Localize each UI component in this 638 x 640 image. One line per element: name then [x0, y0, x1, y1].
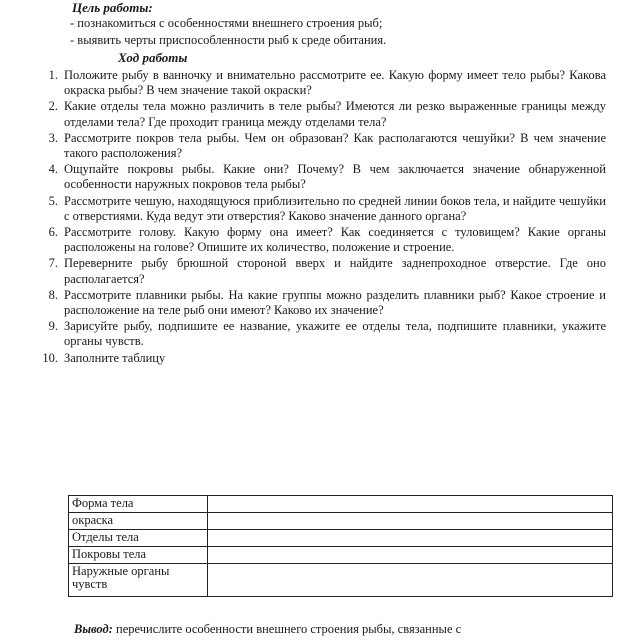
step-number: 6.: [48, 225, 58, 240]
procedure-step: [26, 288, 606, 318]
step-text: Переверните рыбу брюшной стороной вверх и найдите заднепроходное отверстие. Где оно располагается?: [64, 256, 606, 286]
table-cell-empty[interactable]: [208, 530, 613, 547]
table-row-label: Отделы тела: [69, 530, 208, 547]
table-row: [69, 496, 613, 513]
table-cell-empty[interactable]: [208, 496, 613, 513]
step-number: 9.: [48, 319, 58, 334]
conclusion: [74, 622, 461, 637]
features-table: [68, 495, 613, 597]
procedure-step: [26, 162, 606, 192]
table-row-label: Покровы тела: [69, 547, 208, 564]
step-number: 3.: [48, 130, 58, 145]
table-row-label: Форма тела: [69, 496, 208, 513]
table-cell-empty[interactable]: [208, 513, 613, 530]
step-number: 5.: [48, 193, 58, 208]
procedure-step: [26, 131, 606, 161]
step-number: 10.: [42, 350, 58, 365]
procedure-step: [26, 256, 606, 286]
step-number: 4.: [48, 162, 58, 177]
step-text: Какие отделы тела можно различить в теле рыбы? Имеются ли резко выраженные границы между отделами тела? Где проходит граница между отделами тела?: [64, 99, 606, 129]
step-number: 1.: [48, 68, 58, 82]
procedure-step: [26, 319, 606, 349]
procedure-step: [26, 99, 606, 129]
step-text: Рассмотрите чешую, находящуюся приблизительно по средней линии боков тела, и найдите чешуйки с отверстиями. Куда ведут эти отверстия? Каково значение данного органа?: [64, 193, 606, 223]
step-text: Положите рыбу в ванночку и внимательно рассмотрите ее. Какую форму имеет тело рыбы? Какова окраска рыбы? В чем значение такой окраски?: [64, 68, 606, 98]
goal-item-2: - выявить черты приспособленности рыб к среде обитания.: [70, 33, 387, 47]
step-number: 2.: [48, 99, 58, 114]
goal-heading: Цель работы:: [72, 0, 153, 15]
procedure-step: [26, 68, 606, 98]
step-text: Рассмотрите плавники рыбы. На какие группы можно разделить плавники рыб? Какое строение и расположение на теле рыб они имеют? Каково их значение?: [64, 287, 606, 318]
step-text: Ощупайте покровы рыбы. Какие они? Почему? В чем заключается значение обнаруженной особенности наружных покровов тела рыбы?: [64, 162, 606, 192]
table-cell-empty[interactable]: [208, 564, 613, 597]
goal-item-1: - познакомиться с особенностями внешнего строения рыб;: [70, 16, 383, 30]
conclusion-text: перечислите особенности внешнего строения рыбы, связанные с: [112, 622, 462, 636]
step-number: 7.: [48, 256, 58, 271]
step-text: Рассмотрите покров тела рыбы. Чем он образован? Как располагаются чешуйки? В чем значение такого расположения?: [64, 130, 606, 161]
table-row-label: окраска: [69, 513, 208, 530]
table-row: [69, 513, 613, 530]
table-cell-empty[interactable]: [208, 547, 613, 564]
table-row: [69, 547, 613, 564]
procedure-step: [26, 225, 606, 255]
table-row: [69, 564, 613, 597]
step-text: Рассмотрите голову. Какую форму она имеет? Как соединяется с туловищем? Какие органы расположены на голове? Опишите их количество, положение и строение.: [64, 225, 606, 255]
procedure-step: [26, 351, 606, 366]
conclusion-lead: Вывод:: [74, 622, 113, 636]
step-text: Зарисуйте рыбу, подпишите ее название, укажите ее отделы тела, подпишите плавники, укажите органы чувств.: [64, 319, 606, 349]
table-row-label: Наружные органы чувств: [69, 564, 208, 597]
step-text: Заполните таблицу: [64, 350, 166, 365]
procedure-steps: [26, 68, 606, 367]
procedure-heading: Ход работы: [118, 50, 188, 65]
procedure-step: [26, 194, 606, 224]
step-number: 8.: [48, 287, 58, 302]
table-row: [69, 530, 613, 547]
